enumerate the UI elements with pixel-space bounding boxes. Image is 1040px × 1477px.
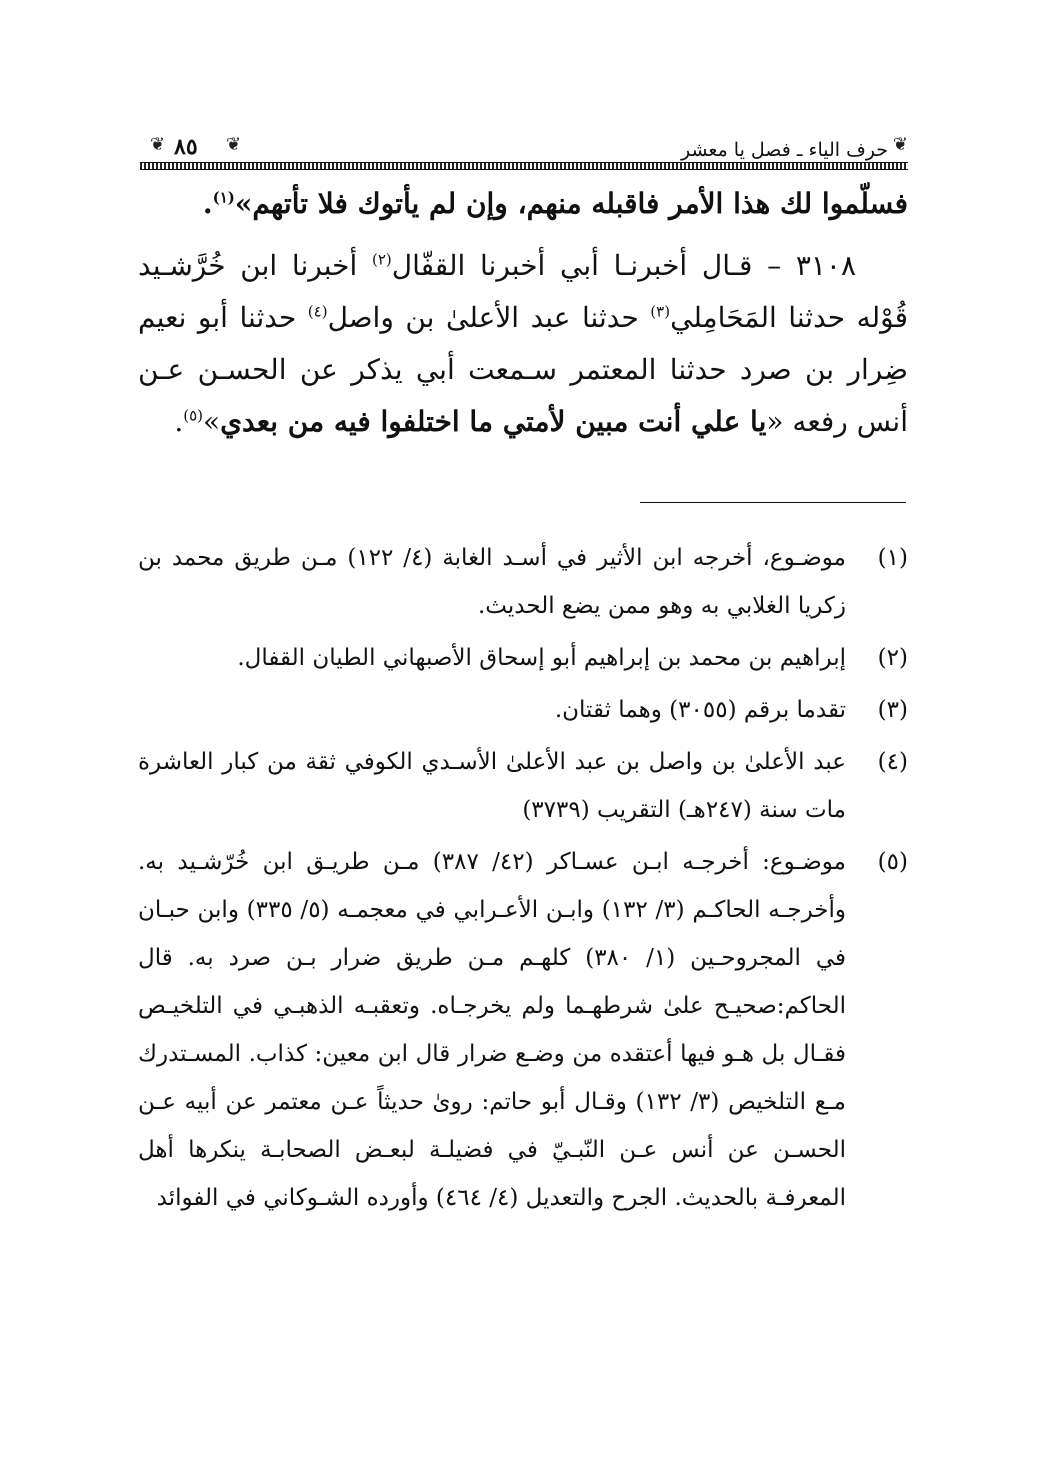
- footnote-ref: (٢): [371, 250, 392, 269]
- footnote-text: موضـوع، أخرجه ابن الأثير في أسـد الغابة (٤/ ١٢٢) مـن طريق محمد بن زكريا الغلابي به وهو ممن يضع الحديث.: [138, 545, 846, 619]
- ornament-icon: ❦: [226, 134, 242, 155]
- text-segment: حدثنا عبد الأعلىٰ بن واصل: [327, 301, 651, 334]
- footnote-text: إبراهيم بن محمد بن إبراهيم أبو إسحاق الأصبهاني الطيان القفال.: [237, 645, 846, 671]
- hadith-quote: يا علي أنت مبين لأمتي ما اختلفوا فيه من بعدي: [220, 405, 767, 438]
- page-number: ٨٥: [174, 134, 198, 160]
- text-segment: .: [174, 405, 184, 438]
- text-segment: »: [203, 405, 221, 438]
- footnote-text: موضـوع: أخرجـه ابـن عسـاكر (٤٢/ ٣٨٧) مـن طريـق ابن خُرّشـيد به. وأخرجـه الحاكـم (٣/ ١٣٢) وابـن الأعـرابي في معجمـه (٥/ ٣٣٥) وابن حبـان في المجروحـين (١/ ٣٨٠) كلهـم مـن طريق ضرار بـن صرد به. قال الحاكم:صحيـح علىٰ شرطهـما ولم يخرجـاه. وتعقبـه الذهبـي في التلخيـص فقـال بل هـو فيها أعتقده من وضـع ضرار قال ابن معين: كذاب. المسـتدرك مـع التلخيص (٣/ ١٣٢) وقـال أبو حاتم: روىٰ حديثاً عـن معتمر عن أبيه عـن الحسـن عن أنس عـن النّبـيّ في فضيلـة لبعـض الصحابـة ينكرها أهل المعرفـة بالحديث. الجرح والتعديل (٤/ ٤٦٤) وأورده الشـوكاني في الفوائد: [138, 849, 847, 1211]
- ornament-icon: ❦: [892, 134, 908, 155]
- running-title: حرف الياء ـ فصل يا معشر: [680, 139, 888, 161]
- footnote: [138, 686, 908, 734]
- footnote: [138, 634, 908, 682]
- footnote-ref: (٤): [307, 302, 328, 321]
- footnote: [138, 838, 908, 1222]
- text-line: [138, 178, 908, 230]
- ornament-icon: ❦: [150, 134, 166, 155]
- text-segment: فسلّموا لك هذا الأمر فاقبله منهم، وإن لم يأتوك فلا تأتهم»: [234, 187, 908, 220]
- footnote-separator: [640, 502, 906, 503]
- footnote-number: (٤): [877, 749, 908, 775]
- text-segment: حدثنا أبو نعيم ضِرار بن صرد حدثنا المعتمر سـمعت أبي يذكر عن الحسـن عـن أنس رفعه «: [138, 301, 908, 438]
- page-header: [140, 120, 908, 168]
- footnote-number: (٣): [877, 697, 908, 723]
- footnote-number: (٢): [877, 645, 908, 671]
- header-rule: [140, 162, 908, 170]
- footnote-text: تقدما برقم (٣٠٥٥) وهما ثقتان.: [554, 697, 846, 723]
- footnote-ref: (٥): [183, 406, 203, 425]
- footnote-ref: (٣): [650, 302, 671, 321]
- hadith-paragraph: [138, 240, 908, 448]
- footnote: [138, 738, 908, 834]
- footnote-number: (٥): [877, 849, 908, 875]
- footnote: [138, 534, 908, 630]
- text-segment: أخبرنا ابن خُرَّشـيد قُوْله حدثنا المَحَامِلي: [138, 249, 908, 334]
- text-segment: ٣١٠٨ – قـال أخبرنـا أبي أخبرنا القفّال: [391, 249, 856, 282]
- text-segment: .: [202, 187, 213, 220]
- footnote-ref: (١): [212, 188, 235, 207]
- footnotes: [138, 534, 908, 1226]
- footnote-number: (١): [877, 545, 908, 571]
- footnote-text: عبد الأعلىٰ بن واصل بن عبد الأعلىٰ الأسـدي الكوفي ثقة من كبار العاشرة مات سنة (٢٤٧هـ) التقريب (٣٧٣٩): [138, 749, 846, 823]
- main-text: [138, 178, 908, 448]
